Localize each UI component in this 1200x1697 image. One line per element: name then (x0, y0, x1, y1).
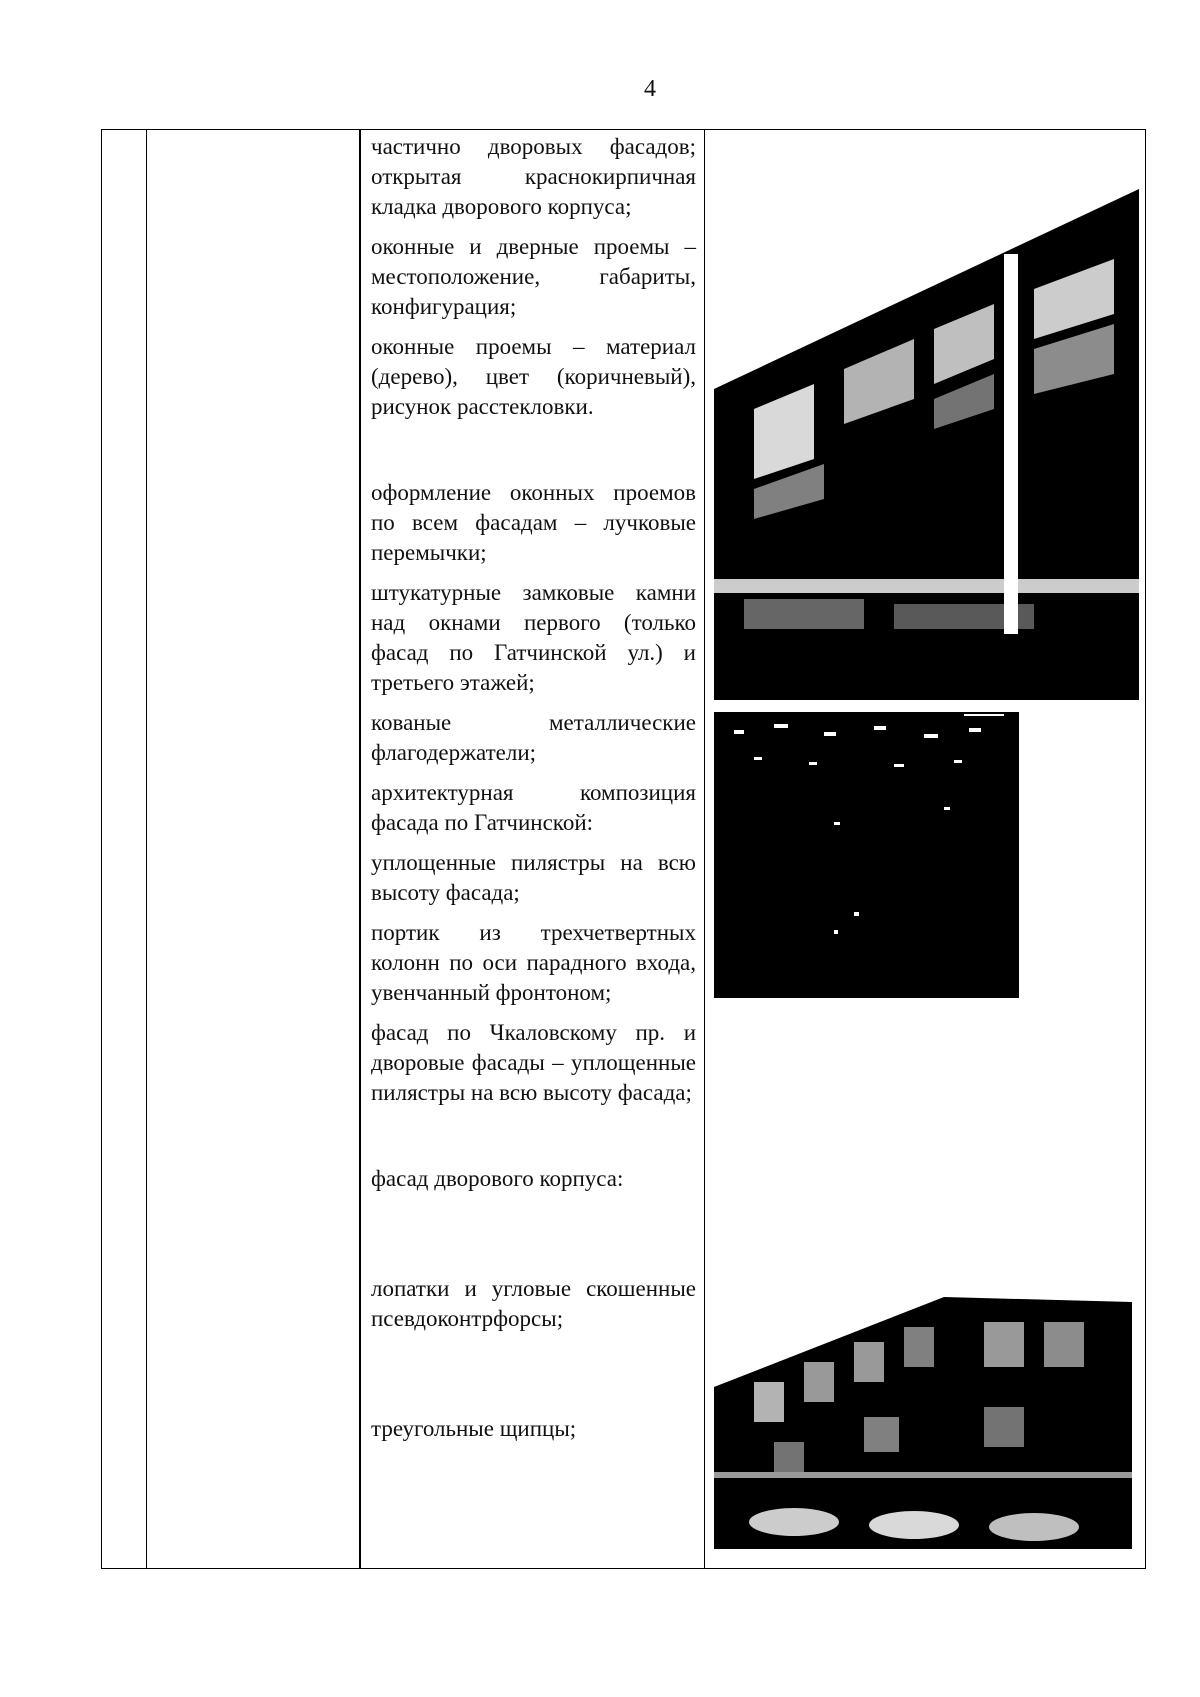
facade-photo (714, 159, 1139, 700)
feature-paragraph: портик из трехчетвертных колонн по оси парадного входа, увенчанный фронтоном; (371, 920, 696, 1005)
feature-paragraph: частично дворовых фасадов; открытая краснокирпичная кладка дворового корпуса; (371, 134, 696, 219)
courtyard-facade-photo (714, 1297, 1132, 1549)
feature-paragraph: кованые металлические флагодержатели; (371, 710, 696, 765)
feature-paragraph: архитектурная композиция фасада по Гатчинской: (371, 780, 696, 835)
feature-paragraph: фасад дворового корпуса: (371, 1166, 624, 1191)
feature-paragraph: фасад по Чкаловскому пр. и дворовые фасады – уплощенные пилястры на всю высоту фасада; (371, 1020, 696, 1105)
feature-paragraph: штукатурные замковые камни над окнами первого (только фасад по Гатчинской ул.) и третьего этажей; (371, 580, 696, 695)
table-right-border (1145, 129, 1146, 1569)
feature-paragraph: треугольные щипцы; (371, 1416, 577, 1441)
column-divider-2 (359, 129, 361, 1569)
table-bottom-border (101, 1568, 1146, 1569)
page-number: 4 (644, 76, 656, 102)
feature-paragraph: уплощенные пилястры на всю высоту фасада; (371, 850, 696, 905)
column-divider-3 (704, 129, 705, 1569)
feature-paragraph: оконные проемы – материал (дерево), цвет (коричневый), рисунок расстекловки. (371, 334, 696, 419)
feature-paragraph: оконные и дверные проемы – местоположение, габариты, конфигурация; (371, 234, 696, 319)
table-left-border (101, 129, 102, 1569)
table-top-border (101, 129, 1146, 130)
document-table (101, 129, 1146, 1569)
column-divider-1 (146, 129, 147, 1569)
feature-paragraph: лопатки и угловые скошенные псевдоконтрфорсы; (371, 1276, 696, 1331)
feature-paragraph: оформление оконных проемов по всем фасадам – лучковые перемычки; (371, 480, 696, 565)
building-photo-dark (714, 712, 1019, 998)
protected-features-column (371, 132, 696, 1454)
